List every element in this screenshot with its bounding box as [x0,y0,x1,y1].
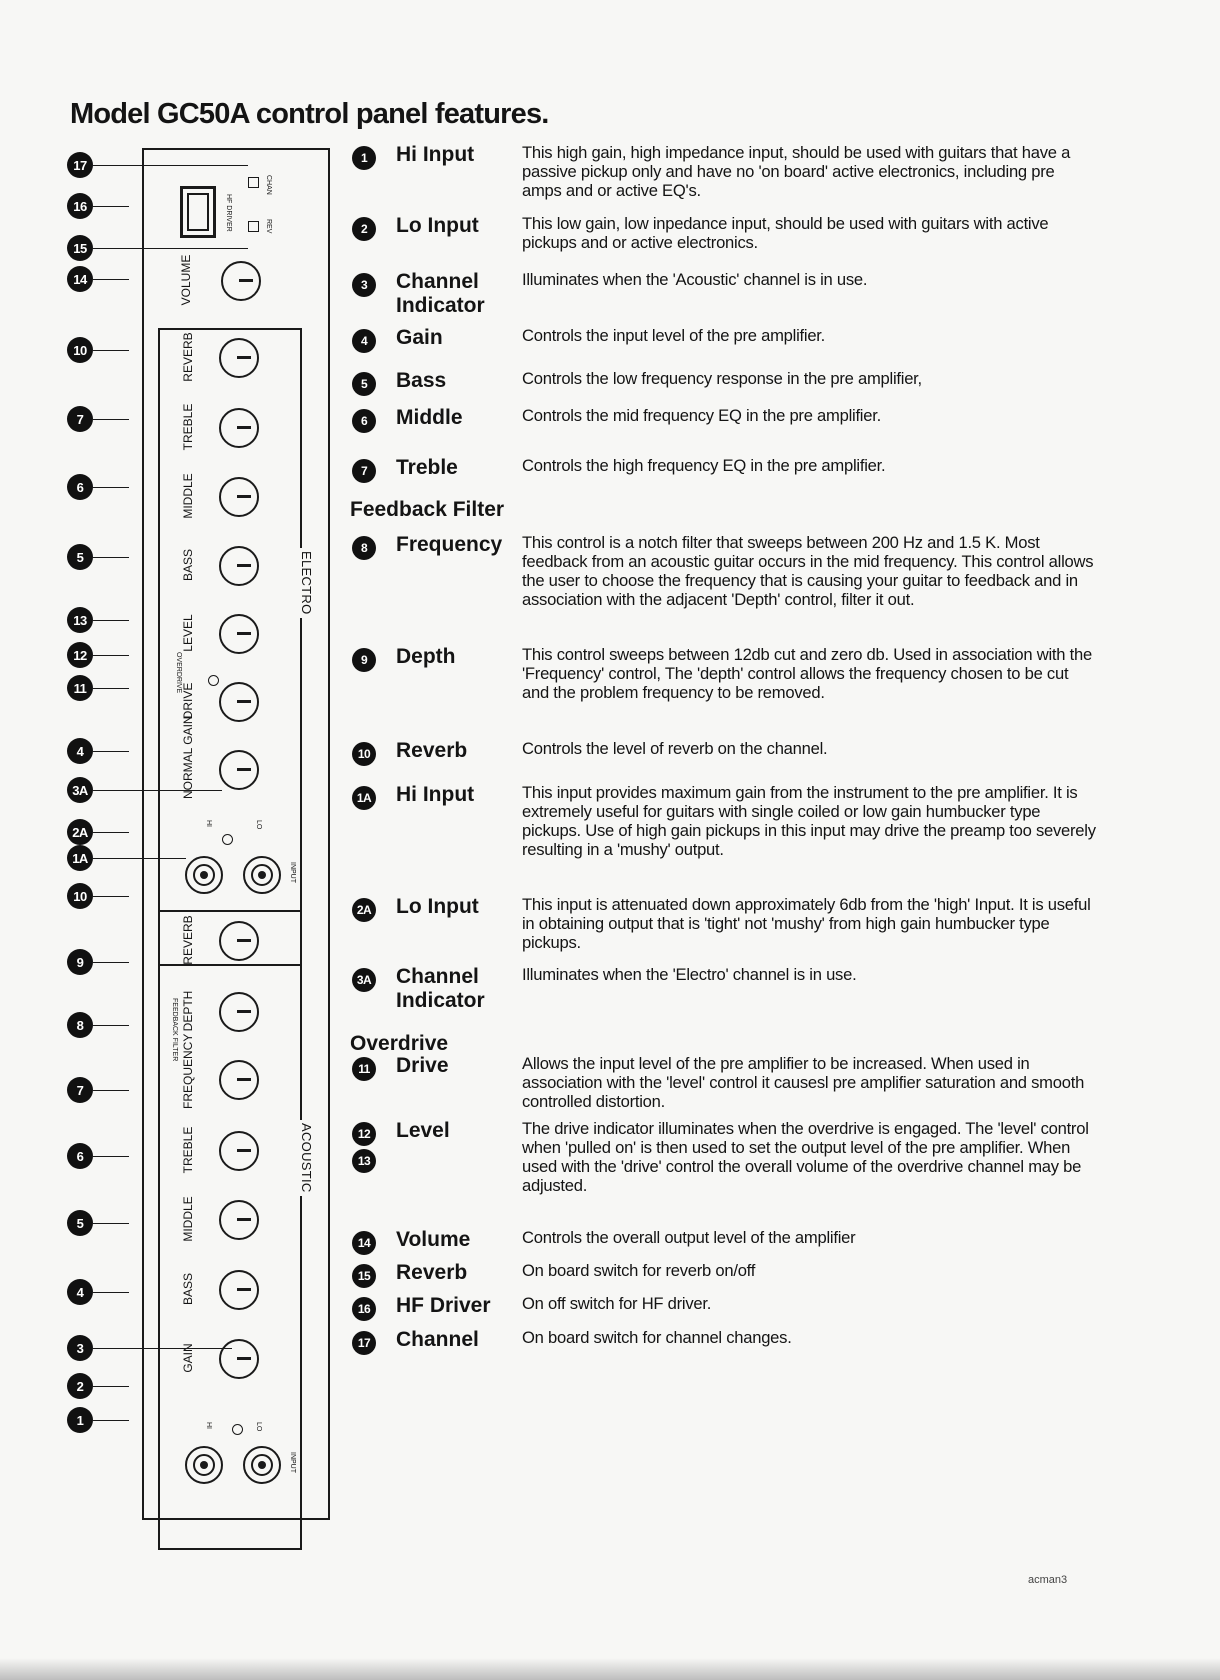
callout-leader-line [93,655,129,656]
callout-badge: 10 [67,883,93,909]
feedback-filter-label: FEEDBACK FILTER [171,998,178,1062]
callout-leader-extension [129,248,248,249]
feature-description: This input provides maximum gain from the instrument to the pre amplifier. It is extremely useful for guitars with single coiled or low gain humbucker type pickups. Use of high gain pickups in this input may drive the preamp too severely resulting in a 'mushy' output. [522,783,1096,859]
electro-knob[interactable] [219,682,259,722]
feature-number-badge: 8 [352,536,376,560]
callout-badge: 1A [67,845,93,871]
feature-name: Treble [396,456,458,479]
electro-knob-label: LEVEL [181,614,195,652]
feature-description: Controls the input level of the pre amplifier. [522,326,826,345]
feature-description: This input is attenuated down approximately 6db from the 'high' Input. It is useful in obtaining output that is 'tight' not 'mushy' from high gain humbucker type pickups. [522,895,1091,952]
callout-badge: 3 [67,1335,93,1361]
electro-knob-label: TREBLE [181,403,195,451]
callout-leader-line [93,557,129,558]
callout-badge: 17 [67,152,93,178]
feature-number-badge: 15 [352,1264,376,1288]
callout-badge: 5 [67,544,93,570]
callout-badge: 3A [67,777,93,803]
feature-name: Depth [396,645,456,668]
callout-badge: 2 [67,1373,93,1399]
electro-knob[interactable] [219,614,259,654]
acoustic-hi-input-jack[interactable] [185,1446,223,1484]
callout-badge: 9 [67,949,93,975]
feature-number-badge: 2A [352,898,376,922]
feature-description: Allows the input level of the pre amplifier to be increased. When used in association with the 'level' control it causesl pre amplifier saturation and smooth controlled distortion. [522,1054,1085,1111]
acoustic-knob-label: FREQUENCY [181,1033,195,1109]
callout-leader-line [93,350,129,351]
feature-name: Level [396,1119,450,1142]
feature-description: Controls the level of reverb on the channel. [522,739,828,758]
electro-knob[interactable] [219,477,259,517]
electro-jack-hi-label: HI [205,820,212,827]
acoustic-knob[interactable] [219,921,259,961]
feature-number-badge: 10 [352,742,376,766]
callout-leader-line [93,832,129,833]
callout-badge: 7 [67,1077,93,1103]
feature-number-badge: 17 [352,1331,376,1355]
callout-badge: 8 [67,1012,93,1038]
acoustic-knob[interactable] [219,1270,259,1310]
feature-description: The drive indicator illuminates when the overdrive is engaged. The 'level' control when 'pulled on' is then used to set the output level of the pre amplifier. When used with the 'drive' control the overall volume of the overdrive channel may be adjusted. [522,1119,1089,1195]
channel-switch[interactable] [248,177,259,188]
feature-name: Hi Input [396,143,475,166]
feature-number-badge: 16 [352,1297,376,1321]
electro-input-label: INPUT [289,862,296,883]
electro-knob[interactable] [219,338,259,378]
acoustic-section-label: ACOUSTIC [299,1120,314,1196]
volume-knob-label: VOLUME [179,254,193,306]
electro-hi-input-jack[interactable] [185,856,223,894]
acoustic-knob[interactable] [219,1131,259,1171]
callout-badge: 6 [67,1143,93,1169]
acoustic-knob[interactable] [219,1339,259,1379]
acoustic-knob-label: TREBLE [181,1126,195,1174]
reverb-switch-label: REV [265,219,272,234]
volume-knob[interactable] [221,261,261,301]
feature-number-badge: 3A [352,968,376,992]
feature-number-badge: 13 [352,1149,376,1173]
acoustic-knob-label: BASS [181,1273,195,1306]
acoustic-knob[interactable] [219,1060,259,1100]
feature-name: Volume [396,1228,471,1251]
acoustic-lo-input-jack[interactable] [243,1446,281,1484]
callout-leader-line [93,248,129,249]
callout-badge: 11 [67,675,93,701]
callout-leader-line [93,206,129,207]
feature-description: This high gain, high impedance input, should be used with guitars that have a passive pickup only and have no 'on board' active electronics, including pre amps and or active EQ's. [522,143,1071,200]
callout-leader-line [93,419,129,420]
feature-name: Hi Input [396,783,475,806]
electro-lo-input-jack[interactable] [243,856,281,894]
callout-leader-extension [129,1348,232,1349]
callout-badge: 16 [67,193,93,219]
electro-knob[interactable] [219,750,259,790]
feature-name: Frequency [396,533,503,556]
page-title: Model GC50A control panel features. [70,98,549,130]
callout-badge: 15 [67,235,93,261]
feature-number-badge: 1 [352,146,376,170]
feature-name: Lo Input [396,895,479,918]
callout-leader-line [93,1090,129,1091]
feature-number-badge: 6 [352,409,376,433]
callout-badge: 6 [67,474,93,500]
feature-name: Reverb [396,739,468,762]
callout-leader-line [93,1420,129,1421]
callout-badge: 7 [67,406,93,432]
feature-description: Controls the mid frequency EQ in the pre amplifier. [522,406,881,425]
callout-leader-line [93,1223,129,1224]
overdrive-label: OVERDRIVE [175,652,182,694]
acoustic-input-label: INPUT [289,1452,296,1473]
electro-knob-label: BASS [181,549,195,582]
callout-leader-line [93,279,129,280]
callout-badge: 10 [67,337,93,363]
footer-mark: acman3 [1028,1574,1068,1586]
feature-number-badge: 1A [352,786,376,810]
feature-description: On off switch for HF driver. [522,1294,712,1313]
feedback-filter-heading: Feedback Filter [350,498,505,521]
feature-number-badge: 3 [352,273,376,297]
channel-switch-label: CHAN [265,175,272,195]
callout-leader-line [93,962,129,963]
page-edge [0,1658,1220,1680]
callout-leader-line [93,487,129,488]
feature-description: Illuminates when the 'Electro' channel is in use. [522,965,857,984]
electro-knob[interactable] [219,408,259,448]
electro-channel-led [222,834,233,845]
callout-leader-extension [129,165,248,166]
callout-badge: 4 [67,738,93,764]
callout-leader-line [93,858,129,859]
acoustic-jack-lo-label: LO [255,1422,262,1432]
callout-leader-line [93,751,129,752]
feature-name: Reverb [396,1261,468,1284]
callout-badge: 2A [67,819,93,845]
electro-knob-label: NORMAL GAIN [181,715,195,799]
feature-number-badge: 11 [352,1057,376,1081]
hf-driver-label: HF DRIVER [225,194,232,232]
feature-name: Channel Indicator [396,965,485,1012]
overdrive-led [208,675,219,686]
feature-number-badge: 14 [352,1231,376,1255]
feature-name: Drive [396,1054,449,1077]
feature-name: Middle [396,406,463,429]
callout-badge: 1 [67,1407,93,1433]
hf-driver-display [180,186,216,238]
electro-knob-label: REVERB [181,332,195,382]
feature-description: Controls the overall output level of the amplifier [522,1228,856,1247]
feature-description: This low gain, low inpedance input, should be used with guitars with active pickups and or active electronics. [522,214,1049,252]
reverb-switch[interactable] [248,221,259,232]
callout-badge: 5 [67,1210,93,1236]
callout-leader-line [93,688,129,689]
callout-leader-line [93,1025,129,1026]
acoustic-channel-led [232,1424,243,1435]
electro-knob[interactable] [219,546,259,586]
callout-badge: 13 [67,607,93,633]
feature-description: On board switch for reverb on/off [522,1261,756,1280]
electro-knob-label: MIDDLE [181,473,195,519]
feature-name: Channel Indicator [396,270,485,317]
callout-leader-line [93,1156,129,1157]
acoustic-knob-label: GAIN [181,1343,195,1373]
feature-name: Bass [396,369,447,392]
callout-leader-extension [129,858,186,859]
feature-number-badge: 9 [352,648,376,672]
acoustic-knob[interactable] [219,1200,259,1240]
feature-name: Gain [396,326,443,349]
control-panel-diagram [0,140,345,1530]
feature-number-badge: 12 [352,1122,376,1146]
callout-leader-line [93,165,129,166]
acoustic-knob-label: DEPTH [181,990,195,1032]
feature-description: Controls the low frequency response in the pre amplifier, [522,369,922,388]
feature-name: HF Driver [396,1294,491,1317]
feature-number-badge: 2 [352,217,376,241]
feature-number-badge: 7 [352,459,376,483]
acoustic-knob-label: REVERB [181,915,195,965]
callout-leader-line [93,1386,129,1387]
callout-badge: 14 [67,266,93,292]
feature-number-badge: 5 [352,372,376,396]
callout-leader-extension [129,790,222,791]
overdrive-heading: Overdrive [350,1032,449,1055]
feature-number-badge: 4 [352,329,376,353]
feature-description: This control is a notch filter that sweeps between 200 Hz and 1.5 K. Most feedback from an acoustic guitar occurs in the mid frequency. This control allows the user to choose the frequency that is causing your guitar to feedback and in association with the adjacent 'Depth' control, filter it out. [522,533,1094,609]
feature-description: Controls the high frequency EQ in the pre amplifier. [522,456,886,475]
callout-badge: 4 [67,1279,93,1305]
electro-section-label: ELECTRO [299,548,314,618]
callout-badge: 12 [67,642,93,668]
feature-description: This control sweeps between 12db cut and zero db. Used in association with the 'Frequency' control, The 'depth' control allows the frequency chosen to be cut and the problem frequency to be removed. [522,645,1092,702]
electro-jack-lo-label: LO [255,820,262,830]
electro-knob-label: DRIVE [181,682,195,720]
acoustic-knob[interactable] [219,992,259,1032]
callout-leader-line [93,896,129,897]
acoustic-jack-hi-label: HI [205,1422,212,1429]
acoustic-knob-label: MIDDLE [181,1196,195,1242]
feature-name: Lo Input [396,214,479,237]
callout-leader-line [93,1292,129,1293]
callout-leader-line [93,790,129,791]
feature-name: Channel [396,1328,479,1351]
feature-description: Illuminates when the 'Acoustic' channel is in use. [522,270,868,289]
callout-leader-line [93,1348,129,1349]
callout-leader-line [93,620,129,621]
feature-description: On board switch for channel changes. [522,1328,792,1347]
